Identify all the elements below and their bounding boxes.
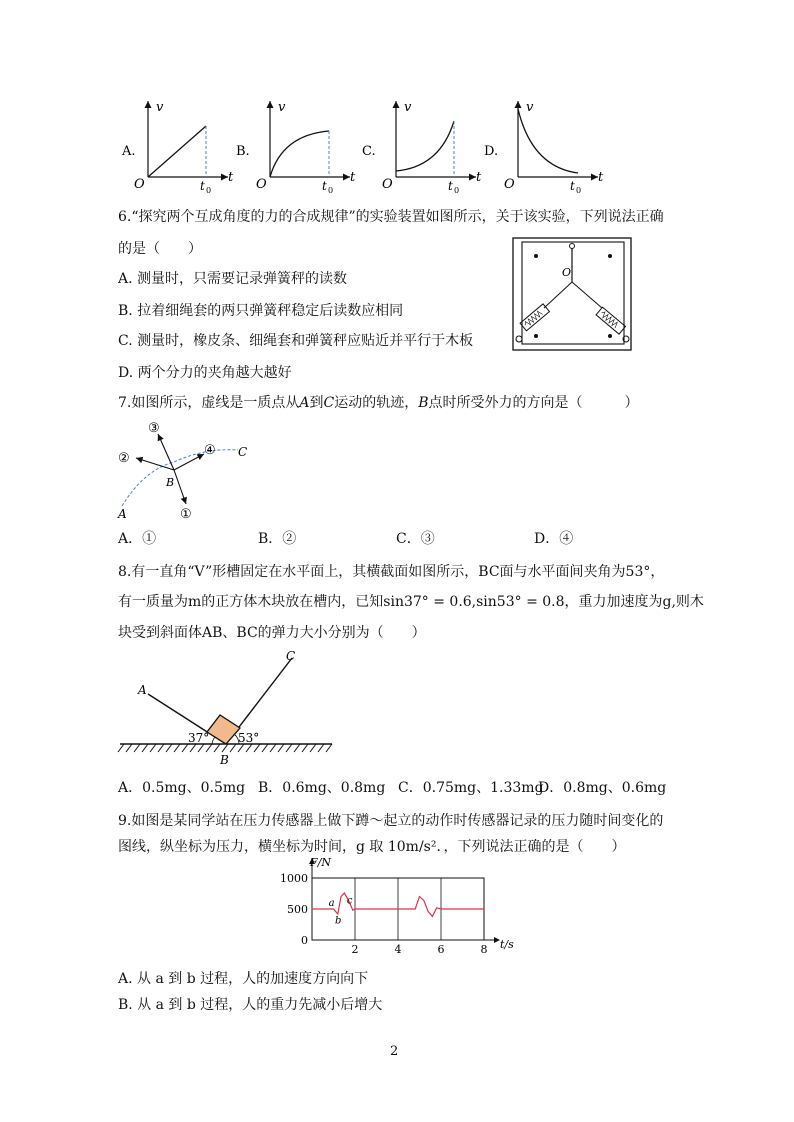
q9-xtick-label: 6 bbox=[437, 943, 445, 956]
q7-option-b: B．② bbox=[258, 531, 297, 547]
svg-text:O: O bbox=[562, 266, 572, 279]
svg-text:t: t bbox=[448, 179, 453, 193]
q9-ytick-label: 500 bbox=[287, 903, 308, 916]
page-number: 2 bbox=[390, 1044, 399, 1059]
q9-point-label: c bbox=[346, 895, 353, 907]
svg-text:O: O bbox=[504, 177, 515, 192]
q8-option-a: A．0.5mg、0.5mg bbox=[118, 780, 246, 796]
q6-stem-line2: 的是（ ） bbox=[118, 241, 202, 257]
svg-text:0: 0 bbox=[454, 186, 460, 195]
q9-xtick-label: 2 bbox=[351, 943, 359, 956]
graph-a bbox=[121, 100, 234, 195]
svg-text:②: ② bbox=[118, 451, 130, 466]
svg-text:t: t bbox=[598, 170, 604, 185]
graph-c bbox=[362, 100, 482, 195]
svg-text:①: ① bbox=[180, 507, 192, 520]
q5-graphs bbox=[110, 95, 610, 195]
svg-text:A: A bbox=[138, 683, 147, 697]
q8-line3: 块受到斜面体AB、BC的弹力大小分别为（ ） bbox=[118, 625, 426, 641]
svg-text:A: A bbox=[118, 507, 127, 520]
q6-figure bbox=[510, 236, 634, 354]
q6-option-c: C. 测量时，橡皮条、细绳套和弹簧秤应贴近并平行于木板 bbox=[118, 333, 474, 349]
q9-line1: 9.如图是某同学站在压力传感器上做下蹲～起立的动作时传感器记录的压力随时间变化的 bbox=[118, 813, 664, 829]
graph-d bbox=[484, 100, 604, 195]
q9-line2: 图线，纵坐标为压力，横坐标为时间，g 取 10m/s²．，下列说法正确的是（ ） bbox=[118, 839, 626, 855]
svg-text:t: t bbox=[350, 170, 356, 185]
q6-option-d: D. 两个分力的夹角越大越好 bbox=[118, 365, 292, 381]
q6-stem-line1: 6.“探究两个互成角度的力的合成规律”的实验装置如图所示，关于该实验，下列说法正确 bbox=[118, 209, 664, 225]
svg-text:t: t bbox=[322, 179, 327, 193]
svg-text:v: v bbox=[278, 100, 286, 115]
svg-text:B: B bbox=[166, 476, 175, 489]
svg-text:O: O bbox=[256, 177, 267, 192]
svg-text:O: O bbox=[382, 177, 393, 192]
svg-text:t: t bbox=[476, 170, 482, 185]
svg-text:37°: 37° bbox=[188, 731, 210, 745]
svg-text:53°: 53° bbox=[238, 731, 260, 745]
svg-text:C: C bbox=[286, 649, 296, 663]
q8-option-d: D．0.8mg、0.6mg bbox=[538, 780, 667, 796]
q8-line1: 8.有一直角“V”形槽固定在水平面上，其横截面如图所示，BC面与水平面间夹角为53°， bbox=[118, 564, 665, 580]
q9-ylabel: F/N bbox=[310, 856, 331, 869]
q9-chart-grid bbox=[309, 858, 500, 943]
q8-figure bbox=[116, 648, 336, 768]
svg-text:C.: C. bbox=[362, 144, 376, 159]
q7-stem: 7.如图所示，虚线是一质点从A到C运动的轨迹，B点时所受外力的方向是（ ） bbox=[118, 395, 639, 411]
svg-text:t: t bbox=[570, 179, 575, 193]
svg-text:O: O bbox=[134, 177, 145, 192]
svg-text:A.: A. bbox=[122, 144, 136, 159]
q9-point-label: b bbox=[335, 915, 342, 927]
q9-option-b: B. 从 a 到 b 过程，人的重力先减小后增大 bbox=[118, 997, 383, 1013]
q9-xlabel: t/s bbox=[500, 938, 514, 951]
q9-chart-ticks bbox=[280, 872, 488, 956]
q9-ytick-label: 0 bbox=[301, 934, 308, 947]
q9-xtick-label: 4 bbox=[394, 943, 402, 956]
q8-line2: 有一质量为m的正方体木块放在槽内，已知sin37° = 0.6,sin53° = 0.8，重力加速度为g,则木 bbox=[118, 594, 704, 610]
q7-option-d: D．④ bbox=[534, 531, 574, 547]
svg-text:③: ③ bbox=[148, 421, 160, 436]
q9-option-a: A. 从 a 到 b 过程，人的加速度方向向下 bbox=[118, 971, 369, 987]
q6-option-a: A. 测量时，只需要记录弹簧秤的读数 bbox=[118, 271, 348, 287]
svg-text:C: C bbox=[238, 445, 248, 459]
svg-text:t: t bbox=[200, 179, 205, 193]
svg-text:B.: B. bbox=[236, 144, 250, 159]
svg-text:v: v bbox=[404, 100, 412, 115]
q9-point-label: a bbox=[328, 897, 335, 909]
q9-ytick-label: 1000 bbox=[280, 872, 308, 885]
q9-xtick-label: 8 bbox=[480, 943, 488, 956]
svg-text:v: v bbox=[526, 100, 534, 115]
q6-option-b: B. 拉着细绳套的两只弹簧秤稳定后读数应相同 bbox=[118, 303, 404, 319]
svg-text:B: B bbox=[220, 753, 229, 767]
svg-text:t: t bbox=[228, 170, 234, 185]
q8-option-b: B．0.6mg、0.8mg bbox=[258, 780, 386, 796]
q7-option-c: C．③ bbox=[396, 531, 435, 547]
graph-b bbox=[236, 100, 356, 195]
svg-text:0: 0 bbox=[206, 186, 212, 195]
q7-figure bbox=[114, 420, 264, 520]
svg-text:0: 0 bbox=[328, 186, 334, 195]
q9-chart bbox=[272, 856, 522, 956]
svg-text:D.: D. bbox=[484, 144, 499, 159]
svg-text:v: v bbox=[156, 100, 164, 115]
svg-text:0: 0 bbox=[576, 186, 582, 195]
q7-option-a: A．① bbox=[118, 531, 157, 547]
q8-option-c: C．0.75mg、1.33mg bbox=[398, 780, 544, 796]
svg-text:④: ④ bbox=[204, 443, 216, 458]
